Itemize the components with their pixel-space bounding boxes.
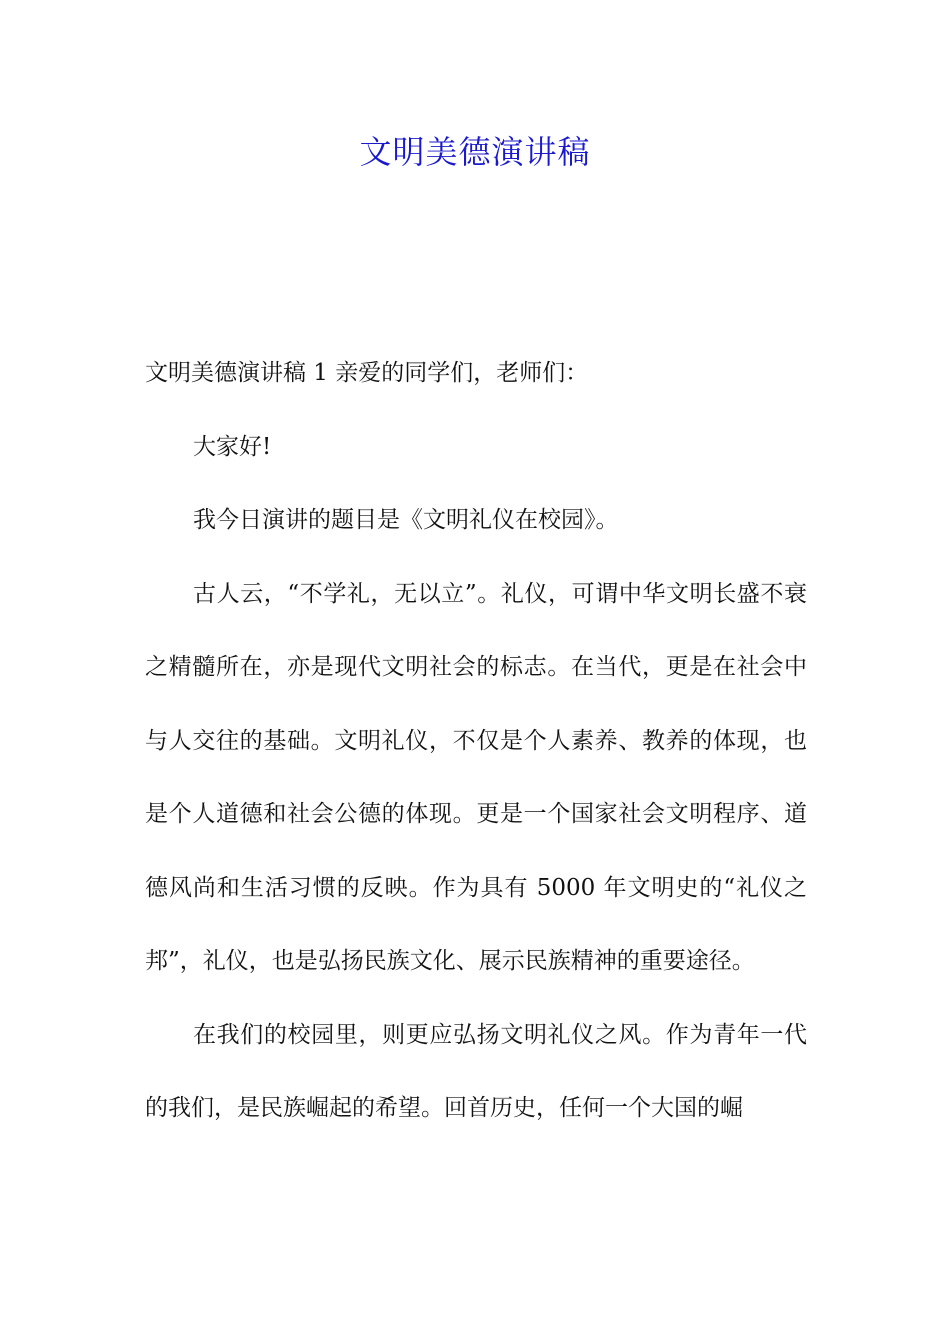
paragraph-topic: 我今日演讲的题目是《文明礼仪在校园》。 [193, 507, 619, 533]
paragraph-opening: 文明美德演讲稿 1 亲爱的同学们，老师们： [145, 360, 589, 386]
paragraph-greeting: 大家好! [193, 433, 272, 460]
paragraph-etiquette: 古人云，“不学礼，无以立”。礼仪，可谓中华文明长盛不衰之精髓所在，亦是现代文明社会的标志。在当代，更是在社会中与人交往的基础。文明礼仪，不仅是个人素养、教养的体现，也是个人道德和社会公德的体现。更是一个国家社会文明程序、道德风尚和生活习惯的反映。作为具有 5000 年文明史的“礼仪之邦”，礼仪，也是弘扬民族文化、展示民族精神的重要途径。 [145, 580, 807, 974]
paragraph-campus: 在我们的校园里，则更应弘扬文明礼仪之风。作为青年一代的我们，是民族崛起的希望。回首历史，任何一个大国的崛 [145, 1021, 807, 1121]
document-body [145, 337, 807, 1146]
document-title: 文明美德演讲稿 [359, 133, 591, 171]
